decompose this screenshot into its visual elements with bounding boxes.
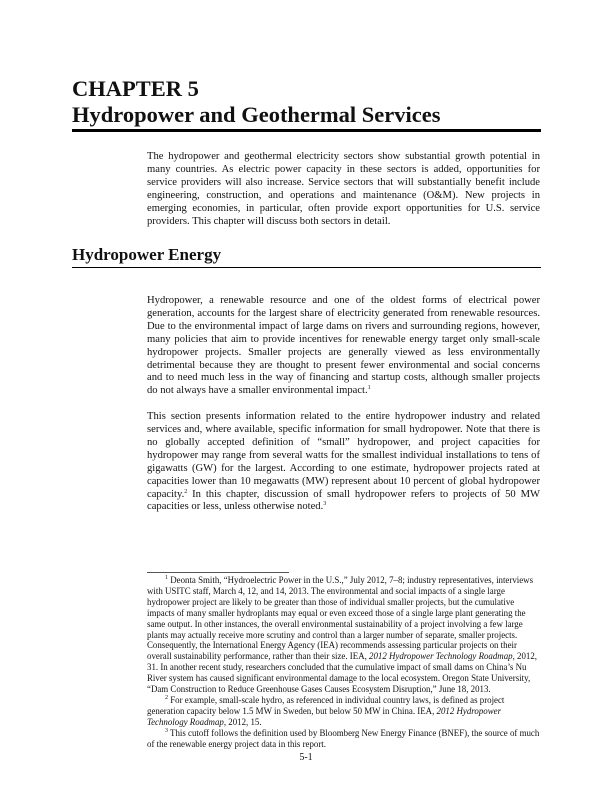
section-rule (72, 267, 541, 268)
paragraph-2: This section presents information related to the entire hydropower industry and related services and, where available, specific information for small hydropower. Note that there is no globally accepted definition of “small” hydropower, and project capacities for hydropower may range from several watts for the smallest individual installations to tens of gigawatts (GW) for the largest. According to one estimate, hydropower projects rated at capacities lower than 10 megawatts (MW) represent about 10 percent of global hydropower capacity.$^2$ In this chapter, discussion of small hydropower refers to projects of 50 MW capacities or less, unless otherwise noted.$^3$ (147, 411, 540, 513)
chapter-rule (72, 129, 541, 132)
section-body (147, 295, 540, 527)
footnote-1: $^1$ Deonta Smith, “Hydroelectric Power in the U.S.,” July 2012, 7–8; industry representatives, interviews with USITC staff, March 4, 12, and 14, 2013. The environmental and social impacts of a single large hydropower project are likely to be greater than those of individual smaller projects, but the cumulative impacts of many smaller hydroplants may equal or even exceed those of a single large plant generating the same output. In other instances, the overall environmental sustainability of a project involving a few large plants may actually receive more scrutiny and control than a larger number of separate, smaller projects. Consequently, the International Energy Agency (IEA) recommends assessing particular projects on their overall sustainability performance, rather than their size. IEA, 2012 Hydropower Technology Roadmap, 2012, 31. In another recent study, researchers concluded that the cumulative impact of small dams on China’s Nu River system has caused significant environmental damage to the local ecosystem. Oregon State University, “Dam Construction to Reduce Greenhouse Gases Causes Ecosystem Disruption,” June 18, 2013. (147, 575, 538, 695)
intro-block (147, 151, 540, 241)
footnote-ref[interactable]: 1 (367, 385, 371, 392)
footnote-3: $^3$ This cutoff follows the definition used by Bloomberg New Energy Finance (BNEF), the source of much of the renewable energy project data in this report. (147, 727, 540, 749)
footnote-2: $^2$ For example, small-scale hydro, as referenced in individual country laws, is defined as project generation capacity below 1.5 MW in Sweden, but below 50 MW in China. IEA, 2012 Hydropower Technology Roadmap, 2012, 15. (147, 694, 505, 727)
footnote-ref[interactable]: 2 (184, 488, 188, 495)
page-number: 5-1 (299, 752, 313, 763)
section-heading: Hydropower Energy (72, 245, 222, 264)
chapter-number: CHAPTER 5 (72, 76, 199, 101)
footnote-ref[interactable]: 3 (323, 501, 327, 508)
footnote-separator (147, 572, 289, 573)
intro-paragraph: The hydropower and geothermal electricity sectors show substantial growth potential in many countries. As electric power capacity in these sectors is added, opportunities for service providers will also increase. Service sectors that will substantially benefit include engineering, construction, and operations and maintenance (O&M). New projects in emerging economies, in particular, often provide export opportunities for U.S. service providers. This chapter will discuss both sectors in detail. (147, 151, 540, 227)
chapter-heading (72, 76, 441, 128)
paragraph-1: Hydropower, a renewable resource and one of the oldest forms of electrical power generation, accounts for the largest share of electricity generated from renewable resources. Due to the environmental impact of large dams on rivers and surrounding regions, however, many policies that aim to provide incentives for renewable energy target only small-scale hydropower projects. Smaller projects are generally viewed as less environmentally detrimental because they are thought to present fewer environmental and social concerns and to need much less in the way of financing and startup costs, although smaller projects do not always have a smaller environmental impact.$^1$ (147, 295, 540, 397)
chapter-title: Hydropower and Geothermal Services (72, 102, 441, 127)
footnotes (147, 575, 540, 750)
